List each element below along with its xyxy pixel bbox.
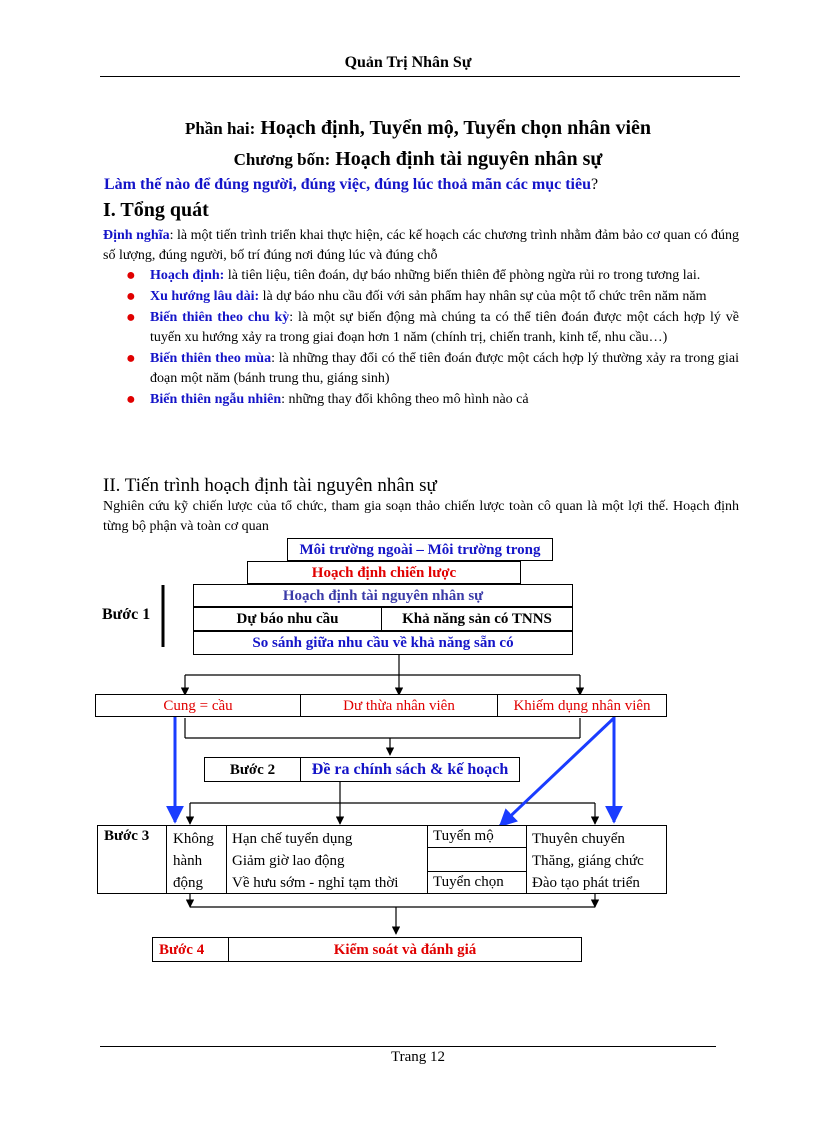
compare-box: So sánh giữa nhu cầu về khả năng sẵn có (193, 631, 573, 655)
bullet-term: Xu hướng lâu dài: (150, 289, 260, 304)
step3-divider (427, 847, 526, 848)
shortage-box: Khiếm dụng nhân viên (497, 694, 667, 717)
definition-term: Định nghĩa (103, 228, 170, 243)
cell-line: Về hưu sớm - nghỉ tạm thời (232, 875, 399, 891)
definition-text: : là một tiến trình triển khai thực hiện, các kế hoạch các chương trình nhằm đảm bảo cơ quan có đúng số lượng, đúng người, bố trí đúng nơi đúng lúc và đúng chỗ (103, 228, 739, 263)
no-action-cell (173, 828, 214, 894)
bullet-term: Biến thiên ngẫu nhiên (150, 392, 282, 407)
transfer-cell (532, 828, 644, 894)
chapter-prefix: Chương bốn: (233, 150, 331, 169)
bullet-term: Biến thiên theo mùa (150, 351, 272, 366)
capacity-box: Khả năng sản có TNNS (381, 607, 573, 631)
step3-divider (427, 825, 428, 894)
step3-divider (427, 871, 526, 872)
page-number: Trang 12 (390, 1049, 446, 1065)
bullet-icon: ● (126, 267, 136, 284)
restrict-cell (232, 828, 398, 894)
section2-intro: Nghiên cứu kỹ chiến lược của tổ chức, tham gia soạn thảo chiến lược toàn cô quan là một lợi thế. Hoạch định từng bộ phận và toàn cơ quan (103, 499, 739, 534)
recruit-cell: Tuyển mộ (433, 828, 494, 844)
cell-line: Đào tạo phát triển (532, 875, 640, 891)
step3-divider (526, 825, 527, 894)
question-text: Làm thế nào để đúng người, đúng việc, đúng lúc thoả mãn các mục tiêu (104, 176, 591, 193)
bullet-icon: ● (126, 391, 136, 408)
bullet-text: : những thay đổi không theo mô hình nào cả (281, 392, 529, 407)
bullet-text: : là những thay đổi có thể tiên đoán được một cách hợp lý thường xảy ra trong giai đoạn một năm (bánh trung thu, giáng sinh) (150, 351, 739, 386)
chapter-title: Hoạch định tài nguyên nhân sự (335, 148, 603, 170)
step4-label: Bước 4 (152, 937, 229, 962)
part-prefix: Phần hai: (184, 119, 256, 138)
step3-divider (226, 825, 227, 894)
part-title: Hoạch định, Tuyển mộ, Tuyển chọn nhân viên (260, 117, 652, 139)
bullet-text: : là một sự biến động mà chúng ta có thể tiên đoán được một cách hợp lý về tuyến xu hướng xảy ra trong giai đoạn hơn 1 năm (chính trị, chiến tranh, kinh tế, nhu cầu…) (150, 310, 739, 345)
hr-planning-box: Hoạch định tài nguyên nhân sự (193, 584, 573, 607)
cell-line: Giảm giờ lao động (232, 853, 345, 869)
cell-line: Thăng, giáng chức (532, 853, 644, 869)
bullet-icon: ● (126, 288, 136, 305)
footer-rule (100, 1046, 716, 1047)
step1-label: Bước 1 (102, 606, 151, 623)
document-header-title: Quản Trị Nhân Sự (344, 54, 472, 71)
cell-line: Không (173, 831, 214, 847)
surplus-box: Dư thừa nhân viên (300, 694, 498, 717)
cell-line: động (173, 875, 203, 891)
section1-title: I. Tổng quát (103, 199, 209, 221)
step3-label: Bước 3 (104, 828, 150, 844)
bullet-term: Biến thiên theo chu kỳ (150, 310, 290, 325)
bullet-text: là tiên liệu, tiên đoán, dự báo những biến thiên để phòng ngừa rủi ro trong tương lai. (224, 268, 701, 283)
balance-box: Cung = cầu (95, 694, 301, 717)
bullet-text: là dự báo nhu cầu đối với sản phẩm hay nhân sự của một tổ chức trên năm năm (259, 289, 707, 304)
question-mark: ? (590, 176, 599, 193)
section2-title: II. Tiến trình hoạch định tài nguyên nhân sự (103, 475, 437, 496)
cell-line: hành (173, 853, 203, 869)
bullet-term: Hoạch định: (150, 268, 225, 283)
environment-box: Môi trường ngoài – Môi trường trong (287, 538, 553, 561)
control-box: Kiểm soát và đánh giá (228, 937, 582, 962)
step3-divider (166, 825, 167, 894)
bullet-icon: ● (126, 350, 136, 367)
bullet-icon: ● (126, 309, 136, 326)
step2-label: Bước 2 (204, 757, 301, 782)
demand-forecast-box: Dự báo nhu cầu (193, 607, 382, 631)
cell-line: Hạn chế tuyển dụng (232, 831, 353, 847)
select-cell: Tuyển chọn (433, 874, 504, 890)
policy-box: Đề ra chính sách & kế hoạch (300, 757, 520, 782)
cell-line: Thuyên chuyển (532, 831, 625, 847)
strategy-planning-box: Hoạch định chiến lược (247, 561, 521, 584)
